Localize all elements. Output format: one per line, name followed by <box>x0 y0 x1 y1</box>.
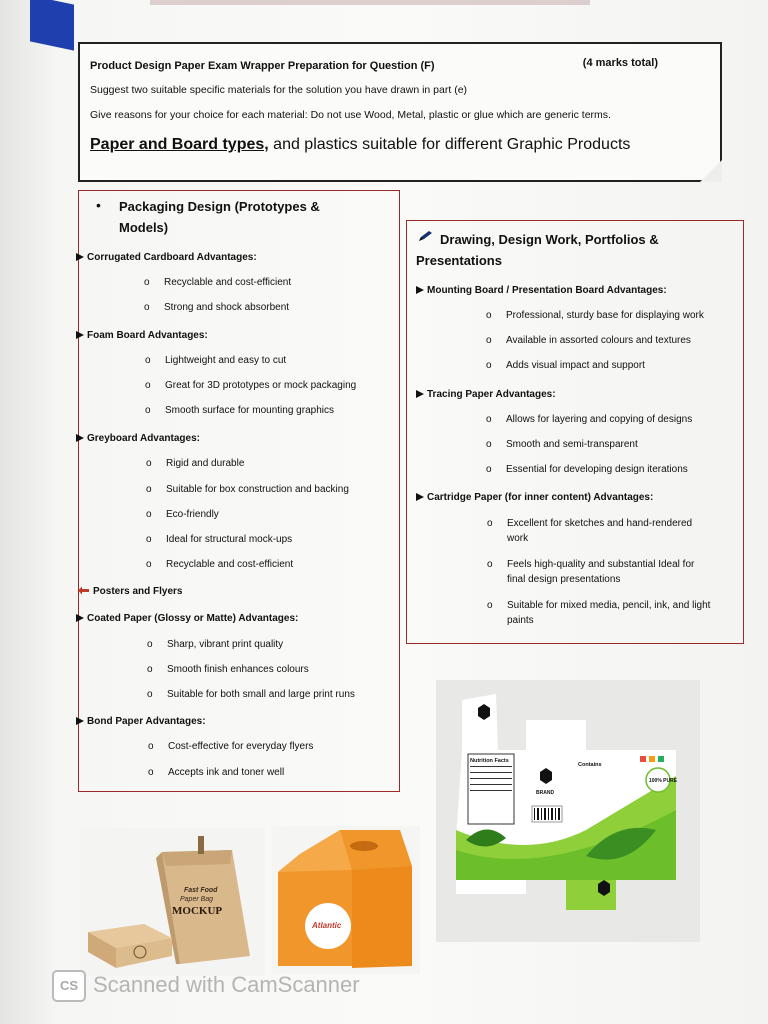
list-item <box>147 687 355 702</box>
top-edge-strip <box>150 0 590 5</box>
posters-heading <box>78 586 182 597</box>
corrugated-heading-text: Corrugated Cardboard Advantages: <box>87 252 257 263</box>
instruction-line-2: Give reasons for your choice for each material: Do not use Wood, Metal, plastic or glue which are generic terms. <box>90 109 611 121</box>
question-title: Product Design Paper Exam Wrapper Preparation for Question (F) <box>90 60 435 72</box>
coated-heading <box>76 613 298 624</box>
circle-bullet-icon: o <box>147 639 153 650</box>
bag-text-line2: Paper Bag <box>180 896 214 903</box>
arrow-icon <box>76 331 84 339</box>
list-item-text: Professional, sturdy base for displaying work <box>506 310 704 321</box>
list-item <box>486 437 638 452</box>
list-item-text: Allows for layering and copying of designs <box>506 414 693 425</box>
list-item <box>146 532 293 547</box>
list-item-text-cont: work <box>507 533 529 544</box>
arrow-icon <box>76 614 84 622</box>
list-item <box>147 662 309 677</box>
circle-bullet-icon: o <box>145 405 151 416</box>
banner-rest: and plastics suitable for different Graphic Products <box>268 136 631 153</box>
marks-total: (4 marks total) <box>582 57 658 69</box>
list-item <box>486 358 645 373</box>
circle-bullet-icon: o <box>147 689 153 700</box>
circle-bullet-icon: o <box>148 741 154 752</box>
list-item-text: Essential for developing design iterations <box>506 464 688 475</box>
list-item <box>486 412 693 427</box>
list-item-text: Lightweight and easy to cut <box>165 355 287 366</box>
list-item-text: Adds visual impact and support <box>506 360 645 371</box>
page-fold-corner <box>700 160 722 182</box>
list-item <box>147 637 284 652</box>
drawing-title-line1: Drawing, Design Work, Portfolios & <box>440 232 659 247</box>
list-item <box>486 308 704 323</box>
instruction-line-1: Suggest two suitable specific materials for the solution you have drawn in part (e) <box>90 84 468 96</box>
question-header-box <box>78 42 722 182</box>
foam-heading <box>76 330 208 341</box>
list-item <box>144 275 292 290</box>
circle-bullet-icon: o <box>487 600 493 611</box>
packaging-title <box>119 196 320 238</box>
list-item-text: Available in assorted colours and textures <box>506 335 691 346</box>
tracing-heading <box>416 389 556 400</box>
mounting-heading <box>416 285 667 296</box>
list-item <box>148 765 285 780</box>
paper-bag-mockup-image <box>80 828 265 976</box>
posters-heading-text: Posters and Flyers <box>93 586 183 597</box>
list-item-text: Rigid and durable <box>166 458 245 469</box>
list-item-text: Excellent for sketches and hand-rendered <box>507 518 693 529</box>
list-item-text: Suitable for mixed media, pencil, ink, and light <box>507 600 711 611</box>
circle-bullet-icon: o <box>486 335 492 346</box>
circle-bullet-icon: o <box>486 439 492 450</box>
list-item-text: Ideal for structural mock-ups <box>166 534 293 545</box>
poster-bullet-icon <box>78 586 89 595</box>
net-contains-label: Contains <box>578 762 602 768</box>
cartridge-heading-text: Cartridge Paper (for inner content) Advantages: <box>427 492 654 503</box>
coated-heading-text: Coated Paper (Glossy or Matte) Advantages: <box>87 613 299 624</box>
circle-bullet-icon: o <box>486 310 492 321</box>
arrow-icon <box>76 253 84 261</box>
mounting-heading-text: Mounting Board / Presentation Board Advantages: <box>427 285 667 296</box>
circle-bullet-icon: o <box>146 509 152 520</box>
list-item <box>486 333 691 348</box>
list-item-text: Smooth surface for mounting graphics <box>165 405 334 416</box>
circle-bullet-icon: o <box>486 464 492 475</box>
cartridge-heading <box>416 492 653 503</box>
packaging-title-line1: Packaging Design (Prototypes & <box>119 199 320 214</box>
box-logo-text: Atlantic <box>312 921 342 930</box>
arrow-icon <box>416 493 424 501</box>
list-item <box>145 353 287 368</box>
list-item <box>146 456 245 471</box>
list-item-text: Suitable for both small and large print runs <box>167 689 355 700</box>
section-banner <box>90 136 630 154</box>
packaging-net-image <box>436 680 700 942</box>
bond-heading <box>76 716 206 727</box>
list-item <box>145 403 334 418</box>
circle-bullet-icon: o <box>487 559 493 570</box>
list-item-text: Recyclable and cost-efficient <box>164 277 292 288</box>
list-item-text-cont: final design presentations <box>507 574 621 585</box>
foam-heading-text: Foam Board Advantages: <box>87 330 208 341</box>
drawing-title <box>416 229 659 271</box>
bag-text-line1: Fast Food <box>184 887 218 894</box>
blue-corner-tab <box>30 0 74 51</box>
list-item-text: Eco-friendly <box>166 509 219 520</box>
circle-bullet-icon: o <box>486 360 492 371</box>
circle-bullet-icon: o <box>144 277 150 288</box>
circle-bullet-icon: o <box>146 484 152 495</box>
net-brand-label: BRAND <box>536 790 555 796</box>
list-item <box>487 557 695 587</box>
arrow-icon <box>76 717 84 725</box>
tracing-heading-text: Tracing Paper Advantages: <box>427 389 556 400</box>
list-item <box>146 482 349 497</box>
bond-heading-text: Bond Paper Advantages: <box>87 716 206 727</box>
bag-text-line3: MOCKUP <box>172 905 223 917</box>
drawing-title-line2: Presentations <box>416 253 502 268</box>
circle-bullet-icon: o <box>148 767 154 778</box>
list-item <box>145 378 357 393</box>
list-item-text: Smooth and semi-transparent <box>506 439 638 450</box>
list-item <box>148 739 314 754</box>
list-item-text: Smooth finish enhances colours <box>167 664 309 675</box>
list-item-text: Cost-effective for everyday flyers <box>168 741 314 752</box>
net-pure-badge: 100% PURE <box>649 778 678 784</box>
corrugated-heading <box>76 252 257 263</box>
list-item-text: Accepts ink and toner well <box>168 767 285 778</box>
list-item <box>486 462 688 477</box>
circle-bullet-icon: o <box>146 534 152 545</box>
list-item <box>146 557 294 572</box>
arrow-icon <box>76 434 84 442</box>
bullet-dot: • <box>96 197 101 213</box>
list-item <box>487 516 693 546</box>
banner-bold: Paper and Board types, <box>90 136 269 153</box>
list-item-text: Feels high-quality and substantial Ideal for <box>507 559 695 570</box>
list-item <box>146 507 219 522</box>
list-item-text: Suitable for box construction and backing <box>166 484 349 495</box>
list-item-text: Great for 3D prototypes or mock packaging <box>165 380 357 391</box>
list-item <box>144 300 290 315</box>
list-item-text: Sharp, vibrant print quality <box>167 639 284 650</box>
circle-bullet-icon: o <box>486 414 492 425</box>
list-item-text: Recyclable and cost-efficient <box>166 559 294 570</box>
packaging-title-line2: Models) <box>119 220 169 235</box>
circle-bullet-icon: o <box>147 664 153 675</box>
camscanner-logo: CS <box>52 970 86 1002</box>
greyboard-heading-text: Greyboard Advantages: <box>87 433 200 444</box>
circle-bullet-icon: o <box>146 458 152 469</box>
camscanner-watermark: Scanned with CamScanner <box>93 972 360 997</box>
arrow-icon <box>416 286 424 294</box>
circle-bullet-icon: o <box>144 302 150 313</box>
orange-gable-box-image <box>272 826 420 974</box>
circle-bullet-icon: o <box>145 380 151 391</box>
arrow-icon <box>416 390 424 398</box>
list-item-text: Strong and shock absorbent <box>164 302 290 313</box>
list-item-text-cont: paints <box>507 615 534 626</box>
greyboard-heading <box>76 433 200 444</box>
list-item <box>487 598 711 628</box>
circle-bullet-icon: o <box>145 355 151 366</box>
nutrition-facts-label: Nutrition Facts <box>470 758 509 764</box>
circle-bullet-icon: o <box>146 559 152 570</box>
circle-bullet-icon: o <box>487 518 493 529</box>
